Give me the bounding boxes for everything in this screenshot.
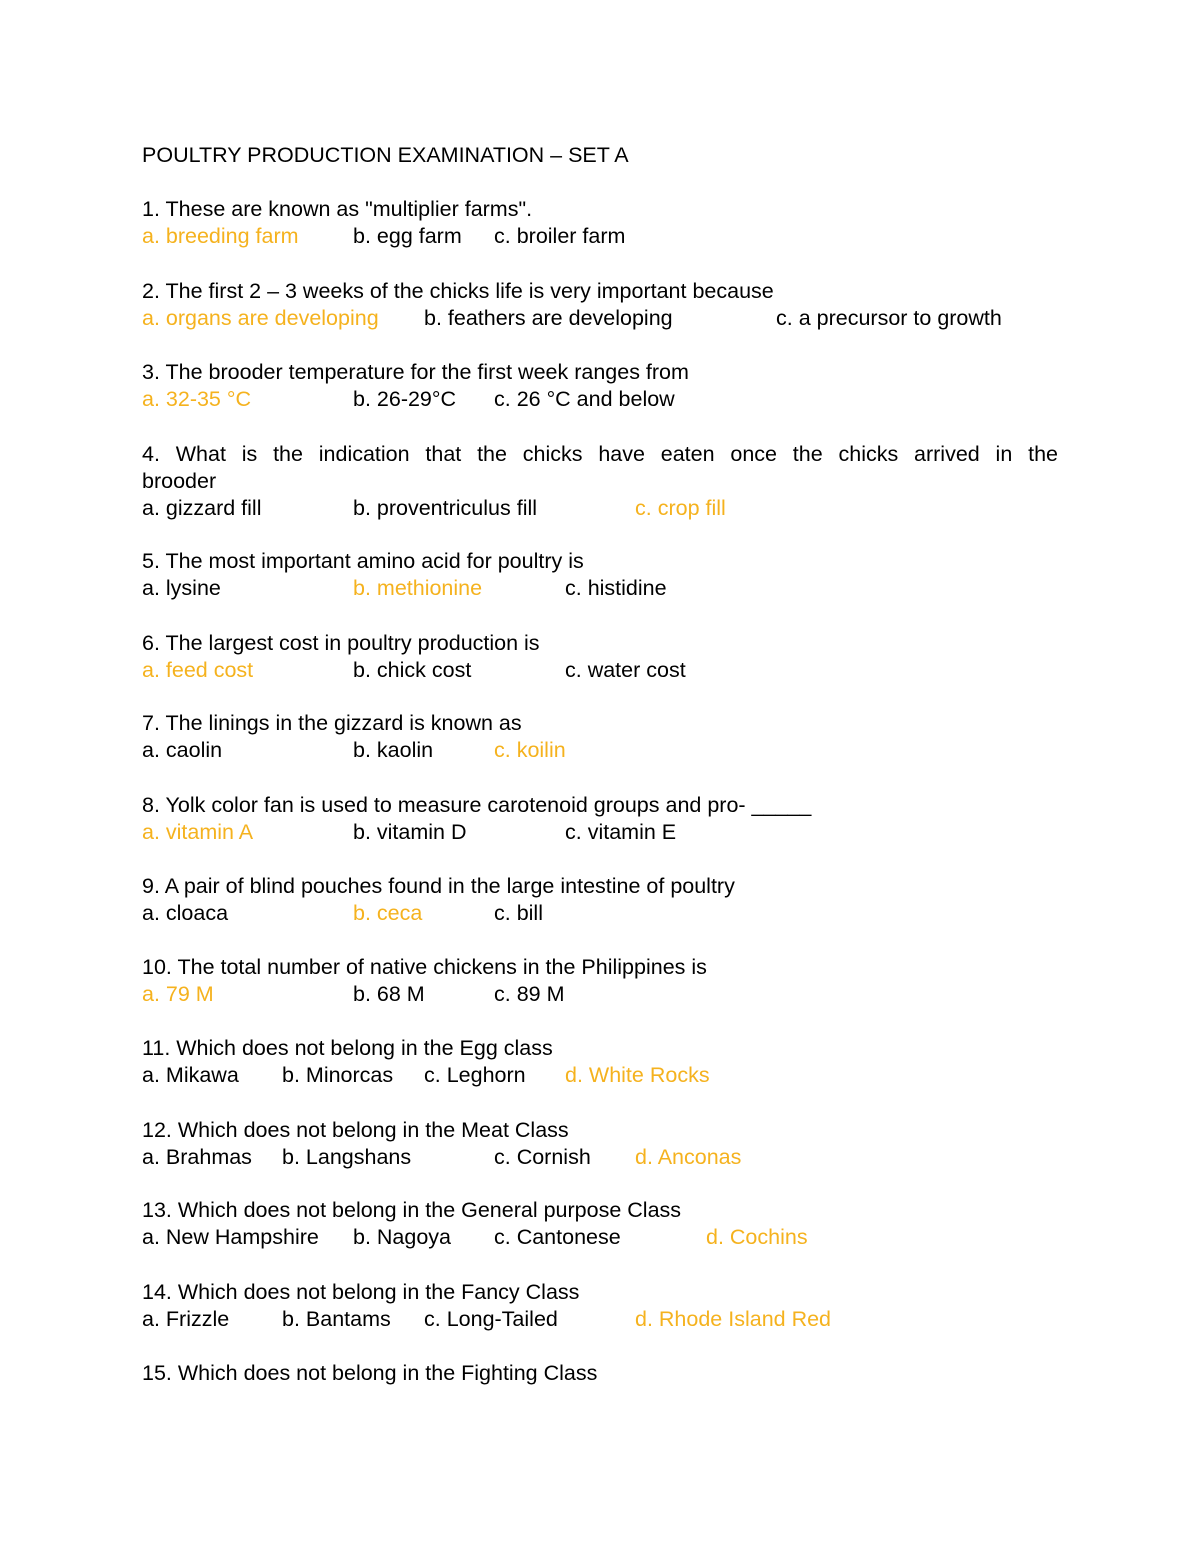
q14-option-b: b. Bantams [282,1307,391,1331]
q5-option-a: a. lysine [142,576,221,600]
q12-option-c: c. Cornish [494,1145,591,1169]
question-13-text: 13. Which does not belong in the General purpose Class [142,1198,682,1222]
q9-option-b: b. ceca [353,901,423,925]
q8-option-c: c. vitamin E [565,820,677,844]
question-4-text-line1: 4. What is the indication that the chicks have eaten once the chicks arrived in the [142,442,1058,466]
q10-option-b: b. 68 M [353,982,425,1006]
q6-option-c: c. water cost [565,658,686,682]
q8-option-b: b. vitamin D [353,820,467,844]
q6-option-a: a. feed cost [142,658,254,682]
q3-option-b: b. 26-29°C [353,387,457,411]
question-8-text: 8. Yolk color fan is used to measure carotenoid groups and pro- _____ [142,793,812,817]
q7-option-a: a. caolin [142,738,223,762]
question-15-text: 15. Which does not belong in the Fighting Class [142,1361,598,1385]
question-9-text: 9. A pair of blind pouches found in the large intestine of poultry [142,874,735,898]
q4-option-c: c. crop fill [635,496,726,520]
q8-option-a: a. vitamin A [142,820,254,844]
q13-option-b: b. Nagoya [353,1225,452,1249]
question-2-text: 2. The first 2 – 3 weeks of the chicks life is very important because [142,279,774,303]
q11-option-d: d. White Rocks [565,1063,710,1087]
q14-option-d: d. Rhode Island Red [635,1307,832,1331]
q12-option-d: d. Anconas [635,1145,742,1169]
q14-option-c: c. Long-Tailed [424,1307,558,1331]
q4-option-a: a. gizzard fill [142,496,262,520]
q9-option-c: c. bill [494,901,543,925]
q2-option-c: c. a precursor to growth [776,306,1002,330]
q10-option-a: a. 79 M [142,982,214,1006]
q7-option-c: c. koilin [494,738,566,762]
q3-option-a: a. 32-35 °C [142,387,251,411]
q11-option-c: c. Leghorn [424,1063,526,1087]
q5-option-c: c. histidine [565,576,667,600]
question-10-text: 10. The total number of native chickens in the Philippines is [142,955,707,979]
q2-option-a: a. organs are developing [142,306,379,330]
question-3-text: 3. The brooder temperature for the first week ranges from [142,360,689,384]
q5-option-b: b. methionine [353,576,483,600]
exam-title: POULTRY PRODUCTION EXAMINATION – SET A [142,143,629,167]
q1-option-c: c. broiler farm [494,224,626,248]
q6-option-b: b. chick cost [353,658,472,682]
question-11-text: 11. Which does not belong in the Egg class [142,1036,553,1060]
question-14-text: 14. Which does not belong in the Fancy Class [142,1280,580,1304]
question-5-text: 5. The most important amino acid for poultry is [142,549,584,573]
q11-option-a: a. Mikawa [142,1063,239,1087]
q9-option-a: a. cloaca [142,901,229,925]
q12-option-b: b. Langshans [282,1145,412,1169]
q10-option-c: c. 89 M [494,982,565,1006]
q1-option-a: a. breeding farm [142,224,299,248]
q13-option-a: a. New Hampshire [142,1225,319,1249]
q4-option-b: b. proventriculus fill [353,496,538,520]
q13-option-d: d. Cochins [706,1225,808,1249]
q3-option-c: c. 26 °C and below [494,387,675,411]
question-6-text: 6. The largest cost in poultry production is [142,631,540,655]
q12-option-a: a. Brahmas [142,1145,252,1169]
q2-option-b: b. feathers are developing [424,306,673,330]
question-12-text: 12. Which does not belong in the Meat Class [142,1118,569,1142]
question-7-text: 7. The linings in the gizzard is known as [142,711,522,735]
question-4-text-line2: brooder [142,469,217,493]
q7-option-b: b. kaolin [353,738,434,762]
q1-option-b: b. egg farm [353,224,462,248]
q11-option-b: b. Minorcas [282,1063,394,1087]
question-1-text: 1. These are known as "multiplier farms". [142,197,533,221]
q13-option-c: c. Cantonese [494,1225,621,1249]
q14-option-a: a. Frizzle [142,1307,230,1331]
